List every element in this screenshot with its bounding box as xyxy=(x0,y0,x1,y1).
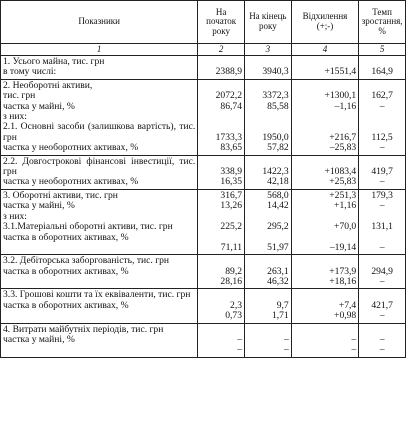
growth-value: – xyxy=(379,176,385,188)
indicator-label: частка у майні, % xyxy=(3,100,75,112)
indicator-label: частка в оборотних активах, % xyxy=(3,265,129,277)
growth-value: 164,9 xyxy=(371,66,393,78)
start-value-cell xyxy=(198,323,245,357)
deviation-value: –25,83 xyxy=(329,142,357,154)
table-row xyxy=(1,56,406,80)
growth-value: 112,5 xyxy=(371,131,393,143)
end-value: 1950,0 xyxy=(262,131,289,143)
indicator-label: частка у майні, % xyxy=(3,200,75,212)
growth-value-cell xyxy=(359,255,406,289)
indicator-cell xyxy=(1,189,198,254)
end-value: 85,58 xyxy=(267,100,289,112)
start-value: 2,3 xyxy=(230,299,243,311)
end-value: 568,0 xyxy=(267,189,289,201)
growth-value-cell xyxy=(359,79,406,155)
deviation-value: +173,9 xyxy=(329,265,357,277)
indicator-label: частка у майні, % xyxy=(3,333,75,345)
growth-value: 421,7 xyxy=(371,299,393,311)
growth-value xyxy=(361,112,403,122)
indicator-label: 3. Оборотні активи, тис. грн xyxy=(3,189,118,201)
deviation-value: +1,16 xyxy=(334,200,357,212)
indicator-label: з них: xyxy=(3,210,27,222)
indicator-label: тис. грн xyxy=(3,90,36,102)
indicator-cell xyxy=(1,289,198,323)
table-row xyxy=(1,323,406,357)
deviation-value-cell xyxy=(291,189,359,254)
indicator-label: 3.2. Дебіторська заборгованість, тис. грн xyxy=(3,255,170,267)
indicator-cell xyxy=(1,323,198,357)
growth-value-cell xyxy=(359,189,406,254)
deviation-value-cell xyxy=(291,289,359,323)
start-value: 83,65 xyxy=(220,142,243,154)
indicator-label: в тому числі: xyxy=(3,66,57,78)
end-value: 295,2 xyxy=(267,221,289,233)
indicator-label: 3.1.Матеріальні оборотні активи, тис. грн xyxy=(3,221,173,233)
indicator-cell xyxy=(1,255,198,289)
end-value-cell xyxy=(245,79,292,155)
header-end-of-year: На кінець року xyxy=(245,1,292,44)
end-value-cell xyxy=(245,255,292,289)
growth-value: 179,3 xyxy=(371,189,393,201)
growth-value: – xyxy=(379,344,385,356)
deviation-value: –19,14 xyxy=(329,241,357,253)
end-value: 42,18 xyxy=(267,176,289,188)
deviation-value: +0,98 xyxy=(334,310,357,322)
table-row xyxy=(1,255,406,289)
deviation-value: +1551,4 xyxy=(324,66,357,78)
growth-value: – xyxy=(379,142,385,154)
growth-value-cell xyxy=(359,289,406,323)
start-value-cell xyxy=(198,189,245,254)
end-value: 263,1 xyxy=(267,265,289,277)
end-value-cell xyxy=(245,289,292,323)
growth-value: – xyxy=(379,276,385,287)
start-value: 28,16 xyxy=(220,276,243,287)
start-value: 2072,2 xyxy=(215,90,243,102)
indicator-label: 2.2. Довгострокові фінансові інвестиції, тис. грн xyxy=(3,155,196,178)
table-row xyxy=(1,79,406,155)
deviation-value: +1300,1 xyxy=(324,90,357,102)
deviation-value: +70,0 xyxy=(334,221,357,233)
start-value: 338,9 xyxy=(220,166,243,178)
end-value: 51,97 xyxy=(267,241,289,253)
deviation-value-cell xyxy=(291,79,359,155)
header-growth-rate: Темп зростання, % xyxy=(359,1,406,44)
deviation-value: +1083,4 xyxy=(324,166,357,178)
header-indicators: Показники xyxy=(1,1,198,44)
start-value xyxy=(200,325,242,335)
start-value-cell xyxy=(198,289,245,323)
end-value: 3940,3 xyxy=(262,66,289,78)
indicator-label: частка в оборотних активах, % xyxy=(3,231,129,243)
deviation-value xyxy=(294,112,357,122)
growth-value: – xyxy=(379,310,385,322)
deviation-value-cell xyxy=(291,155,359,189)
end-value: 46,32 xyxy=(267,276,289,287)
growth-value: – xyxy=(379,333,385,345)
end-value: 3372,3 xyxy=(262,90,289,102)
indicator-label: з них: xyxy=(3,111,27,123)
end-value xyxy=(247,325,289,335)
indicator-cell xyxy=(1,56,198,80)
table-row xyxy=(1,155,406,189)
deviation-value: +7,4 xyxy=(338,299,357,311)
start-value-cell xyxy=(198,255,245,289)
end-value: – xyxy=(283,333,289,345)
end-value: 9,7 xyxy=(276,299,289,311)
indicator-label: 1. Усього майна, тис. грн xyxy=(3,56,105,67)
end-value-cell xyxy=(245,189,292,254)
growth-value: – xyxy=(379,241,385,253)
indicator-label: частка у необоротних активах, % xyxy=(3,176,139,188)
growth-value-cell xyxy=(359,323,406,357)
start-value: 71,11 xyxy=(220,241,243,253)
start-value: 316,7 xyxy=(220,189,243,201)
indicator-label: 4. Витрати майбутніх періодів, тис. грн xyxy=(3,323,164,335)
growth-value-cell xyxy=(359,155,406,189)
deviation-value: –1,16 xyxy=(334,100,357,112)
start-value: 16,35 xyxy=(220,176,243,188)
start-value-cell xyxy=(198,79,245,155)
deviation-value-cell xyxy=(291,323,359,357)
end-value: 14,42 xyxy=(267,200,289,212)
end-value-cell xyxy=(245,56,292,80)
header-deviation: Відхилення (+;-) xyxy=(291,1,359,44)
end-value: 1,71 xyxy=(271,310,289,322)
header-start-of-year: На початок року xyxy=(198,1,245,44)
indicator-label: 2. Необоротні активи, xyxy=(3,79,93,91)
column-number-row xyxy=(1,44,406,56)
deviation-value: +18,16 xyxy=(329,276,357,287)
end-value xyxy=(247,112,289,122)
start-value: 86,74 xyxy=(220,100,243,112)
start-value: – xyxy=(237,344,243,356)
growth-value: 294,9 xyxy=(371,265,393,277)
growth-value: 419,7 xyxy=(371,166,393,178)
indicator-label: частка у необоротних активах, % xyxy=(3,142,139,154)
start-value xyxy=(200,112,242,122)
column-number: 2 xyxy=(198,44,245,56)
deviation-value: +251,3 xyxy=(329,189,357,201)
end-value: – xyxy=(283,344,289,356)
end-value-cell xyxy=(245,155,292,189)
start-value: 89,2 xyxy=(225,265,243,277)
deviation-value: – xyxy=(351,344,357,356)
column-number: 3 xyxy=(245,44,292,56)
header-row xyxy=(1,1,406,44)
deviation-value: +25,83 xyxy=(329,176,357,188)
start-value: 0,73 xyxy=(225,310,243,322)
table-row xyxy=(1,289,406,323)
start-value: 2388,9 xyxy=(215,66,243,78)
deviation-value xyxy=(294,325,357,335)
growth-value: 162,7 xyxy=(371,90,393,102)
table-body xyxy=(1,56,406,358)
indicator-label: 2.1. Основні засоби (залишкова вартість), тис. грн xyxy=(3,121,196,143)
growth-value-cell xyxy=(359,56,406,80)
start-value: 1733,3 xyxy=(215,131,243,143)
deviation-value: +216,7 xyxy=(329,131,357,143)
indicator-cell xyxy=(1,155,198,189)
end-value-cell xyxy=(245,323,292,357)
column-number: 1 xyxy=(1,44,198,56)
start-value-cell xyxy=(198,155,245,189)
start-value: – xyxy=(237,333,243,345)
table-row xyxy=(1,189,406,254)
end-value: 1422,3 xyxy=(262,166,289,178)
start-value: 225,2 xyxy=(220,221,243,233)
column-number: 5 xyxy=(359,44,406,56)
column-number: 4 xyxy=(291,44,359,56)
end-value: 57,82 xyxy=(267,142,289,154)
growth-value: – xyxy=(379,100,385,112)
deviation-value-cell xyxy=(291,56,359,80)
deviation-value-cell xyxy=(291,255,359,289)
start-value: 13,26 xyxy=(220,200,243,212)
indicator-cell xyxy=(1,79,198,155)
indicator-label: частка в оборотних активах, % xyxy=(3,299,129,311)
growth-value: 131,1 xyxy=(371,221,393,233)
start-value-cell xyxy=(198,56,245,80)
growth-value: – xyxy=(379,200,385,212)
indicator-label: 3.3. Грошові кошти та їх еквіваленти, тис. грн xyxy=(3,289,191,301)
deviation-value: – xyxy=(351,333,357,345)
